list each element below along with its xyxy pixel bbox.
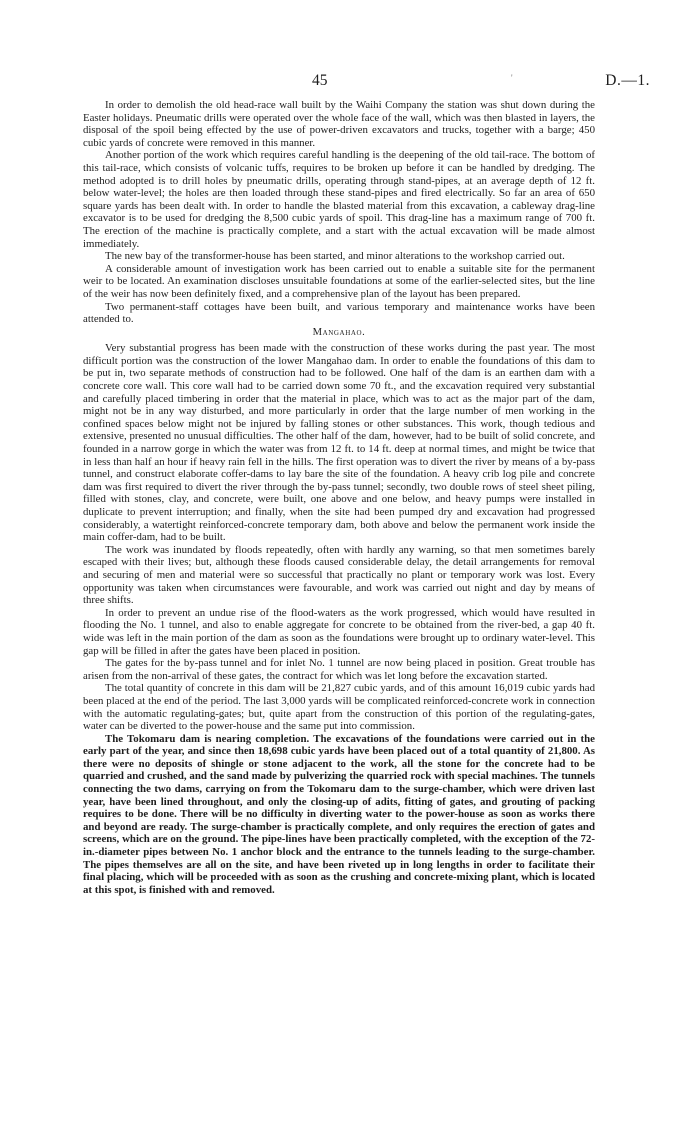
document-reference: D.—1. <box>605 72 650 89</box>
page-header <box>0 72 700 96</box>
page-number: 45 <box>312 72 328 89</box>
section-heading-mangahao: Mangahao. <box>312 326 366 338</box>
paragraph-transformer-house: The new bay of the transformer-house has been started, and minor alterations to the workshop carried out. <box>105 250 565 263</box>
paragraph-tail-race-deepening: Another portion of the work which requires careful handling is the deepening of the old tail-race. The bottom of this tail-race, which consists of volcanic tuffs, requires to be broken up before it can be handled by dredging. The method adopted is to drill holes by pneumatic drills, operating through stand-pipes, at an average depth of 12 ft. below water-level; the holes are then loaded through these stand-pipes and fired electrically. So far an area of 650 square yards has been dealt with. In order to handle the blasted material from this excavation, a cableway drag-line excavator is to be used for dredging the 8,500 cubic yards of spoil. This drag-line has a maximum range of 700 ft. The erection of the machine is practically complete, and a start with the actual excavation will be made almost immediately. <box>83 149 595 250</box>
scan-speck: ' <box>511 73 513 83</box>
paragraph-head-race-demolition: In order to demolish the old head-race wall built by the Waihi Company the station was shut down during the Easter holidays. Pneumatic drills were operated over the whole face of the wall, which was then blasted in layers, the disposal of the spoil being effected by the use of power-driven excavators and trucks, together with a barge; 450 cubic yards of concrete were removed in this manner. <box>83 99 595 149</box>
paragraph-tokomaru-dam: The Tokomaru dam is nearing completion. The excavations of the foundations were carried out in the early part of the year, and since then 18,698 cubic yards have been placed out of a total quantity of 21,800. As there were no deposits of shingle or stone adjacent to the work, all the stone for the concrete had to be quarried and crushed, and the sand made by pulverizing the quarried rock with special machines. The tunnels connecting the two dams, carrying on from the Tokomaru dam to the surge-chamber, which were driven last year, have been lined throughout, and only the closing-up of adits, fitting of gates, and grouting of packing requires to be done. There will be no difficulty in diverting water to the power-house as soon as works there and beyond are ready. The surge-chamber is practically complete, and only requires the erection of gates and screens, which are on the ground. The pipe-lines have been practically completed, with the exception of the 72-in.-diameter pipes between No. 1 anchor block and the entrance to the tunnels leading to the surge-chamber. The pipes themselves are all on the site, and have been riveted up in long lengths in order to facilitate their final placing, which will be proceeded with as soon as the crushing and concrete-mixing plant, which is located at this spot, is finished with and removed. <box>83 732 595 896</box>
paragraph-floods: The work was inundated by floods repeatedly, often with hardly any warning, so that men sometimes barely escaped with their lives; but, although these floods caused considerable delay, the detail arrangements for removal and securing of men and material were so successful that practically no plant or temporary work was lost. Every opportunity was taken when circumstances were favourable, and work was carried out night and day by means of three shifts. <box>83 543 595 607</box>
paragraph-flood-gap: In order to prevent an undue rise of the flood-waters as the work progressed, which would have resulted in flooding the No. 1 tunnel, and also to enable aggregate for concrete to be obtained from the river-bed, a gap 40 ft. wide was left in the main portion of the dam as soon as the foundations were brought up to ordinary water-level. This gap will be filled in after the gates have been placed in position. <box>83 606 595 657</box>
paragraph-staff-cottages: Two permanent-staff cottages have been built, and various temporary and maintenance works have been attended to. <box>83 300 595 326</box>
page-body <box>83 99 595 896</box>
paragraph-gates: The gates for the by-pass tunnel and for inlet No. 1 tunnel are now being placed in position. Great trouble has arisen from the non-arrival of these gates, the contract for which was let long before the excavation started. <box>83 657 595 682</box>
paragraph-weir-investigation: A considerable amount of investigation work has been carried out to enable a suitable site for the permanent weir to be located. An examination discloses unsuitable foundations at some of the earlier-selected sites, but the line of the weir has now been definitely fixed, and a comprehensive plan of the layout has been prepared. <box>83 262 595 300</box>
paragraph-concrete-quantity: The total quantity of concrete in this dam will be 21,827 cubic yards, and of this amount 16,019 cubic yards had been placed at the end of the period. The last 3,000 yards will be complicated reinforced-concrete work in connection with the automatic regulating-gates; but, quite apart from the construction of this portion of the regulating-gates, water can be diverted to the power-house and the same put into commission. <box>83 682 595 733</box>
paragraph-lower-dam-construction: Very substantial progress has been made with the construction of these works during the past year. The most difficult portion was the construction of the lower Mangahao dam. In order to enable the foundations of this dam to be put in, two separate methods of construction had to be followed. One half of the dam is an earthen dam with a concrete core wall. This core wall had to be carried down some 70 ft., and the excavation required very substantial and carefully placed timbering in order that the material in place, which was to act as the major part of the dam, might not be in any way disturbed, and more particularly in order that the large number of men working in the confined spaces below might not be injured by falling stones or other substances. This work, though tedious and extensive, presented no unusual difficulties. The other half of the dam, however, had to be built of solid concrete, and founded in a narrow gorge in which the water was from 12 ft. to 14 ft. deep at normal times, and might be twice that in less than half an hour if heavy rain fell in the hills. The first operation was to divert the river by means of a by-pass tunnel, and construct elaborate coffer-dams to lay bare the site of the foundation. A heavy crib log pile and concrete dam was first required to divert the river through the by-pass tunnel; secondly, two double rows of steel sheet piling, filled with stones, clay, and concrete, were built, one above and one below, and heavy pumps were installed in duplicate to prevent interruption; and finally, when the site had been pumped dry and excavation had progressed considerably, a watertight reinforced-concrete temporary dam, both above and below the permanent work inside the main coffer-dam, had to be built. <box>83 342 595 544</box>
